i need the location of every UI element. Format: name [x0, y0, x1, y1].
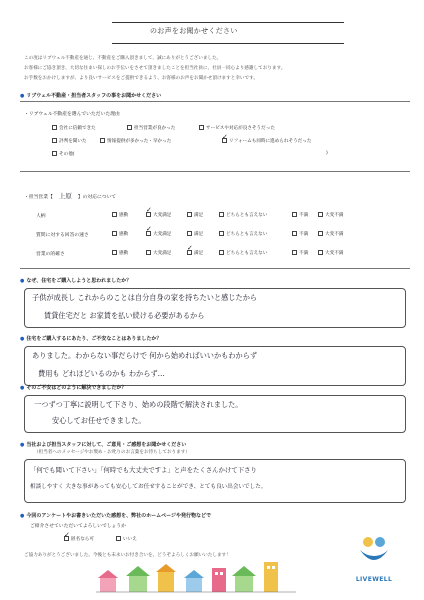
- rating-label: 不満: [299, 251, 309, 256]
- checkbox[interactable]: [52, 125, 57, 130]
- checkbox[interactable]: [100, 138, 105, 143]
- question-2: [20, 335, 161, 342]
- staff-label-prefix: 担当営業【: [28, 195, 53, 200]
- checkbox[interactable]: [116, 536, 121, 541]
- section-header: [20, 92, 161, 99]
- checkbox[interactable]: [52, 138, 57, 143]
- footer-note: ご協力ありがとうございました。今後とも末永いお付き合いを、どうぞよろしくお願いいたします！: [24, 553, 231, 558]
- rating-label: どちらとも言えない: [226, 251, 268, 256]
- rating-option[interactable]: [112, 250, 128, 256]
- question-5: [20, 512, 211, 519]
- rating-label: 不満: [299, 232, 309, 237]
- checkbox[interactable]: [187, 231, 192, 236]
- rating-option[interactable]: [219, 212, 267, 218]
- rating-label: 大変不満: [325, 213, 344, 218]
- question-label: 今回のアンケートやお書きいただいた感想を、弊社のホームページや発行物などで: [26, 513, 211, 519]
- rating-label: どちらとも言えない: [226, 232, 268, 237]
- question-label: 住宅をご購入するにあたり、ご不安なことはありましたか？: [26, 336, 162, 342]
- rating-option[interactable]: [219, 231, 267, 237]
- rating-label: 大変不満: [325, 232, 344, 237]
- checkbox[interactable]: [127, 125, 132, 130]
- logo-text: LIVEWELL: [355, 576, 393, 583]
- reason-option-2[interactable]: [127, 125, 175, 131]
- question-5-line-2: ご紹介させていただいてよろしいでしょうか: [30, 524, 126, 529]
- rating-option[interactable]: [292, 250, 308, 256]
- house-icon: [96, 558, 296, 594]
- answer-4-line-2: 相談しやすく 大きな事があっても安心してお任せすることができ、とても良い出会いでした。: [30, 484, 267, 490]
- answer-3-line-2: 安心してお任せできました。: [52, 416, 146, 425]
- option-label: サービスや対応が良さそうだった: [206, 126, 275, 131]
- answer-3-line-1: 一つずつ丁寧に説明して下さり、始めの段階で解決されました。: [34, 400, 243, 409]
- check-icon: ✓: [146, 225, 152, 233]
- answer-1-line-1: 子供が成長し これからのことは自分自身の家を持ちたいと感じたから: [32, 293, 258, 302]
- divider: [20, 101, 410, 102]
- consent-option-no[interactable]: [116, 536, 137, 542]
- option-label: 情報提供が多かった・早かった: [107, 139, 172, 144]
- rating-label: 満足: [194, 213, 204, 218]
- rating-label: 感動: [119, 232, 129, 237]
- question-3: [20, 384, 126, 391]
- check-icon: ✓: [222, 133, 228, 141]
- divider: [20, 268, 410, 269]
- check-icon: ✓: [64, 531, 70, 539]
- intro-line-2: お客様にご協き頂き、大切な住まい探しのお手伝いをさせて頂きましたことを担当社員に、社員一同心より感謝しております。: [24, 66, 286, 71]
- question-4: [20, 441, 186, 448]
- livewell-logo: [354, 534, 394, 586]
- checkbox[interactable]: [52, 151, 57, 156]
- rating-label: 大変満足: [153, 251, 172, 256]
- other-close-paren: ): [326, 151, 328, 156]
- staff-question: ・担当営業【 上原 】の対応について: [24, 192, 117, 200]
- question-label: そのご不安はどのように解決できましたか？: [26, 385, 127, 391]
- rating-option[interactable]: [292, 231, 308, 237]
- question-4-sub: （担当者へのメッセージやお褒め・お叱りのお言葉をお待ちしております）: [34, 450, 190, 455]
- question-label: なぜ、住宅をご購入しようと思われましたか？: [26, 278, 132, 284]
- answer-4-line-1: 「何でも聞いて下さい」「何時でも大丈夫ですよ」と声をたくさんかけて下さり: [30, 466, 257, 474]
- rating-label: 不満: [299, 213, 309, 218]
- rating-label: 感動: [119, 213, 129, 218]
- bullet-icon: ●: [20, 278, 25, 284]
- rating-label: 満足: [194, 232, 204, 237]
- option-label: 匿名なら可: [71, 537, 94, 542]
- intro-line-1: この度はリブウェル不動産を通じ、不動産をご購入頂きまして、誠にありがとうございました。: [24, 56, 222, 61]
- answer-2-line-1: ありました。わからない事だらけで 何から始めればいいかもわからず: [32, 351, 258, 360]
- section-title: リブウェル不動産・担当者スタッフの事をお聞かせください: [26, 93, 162, 99]
- option-label: その他(: [59, 152, 75, 157]
- rating-option[interactable]: [112, 231, 128, 237]
- rating-option[interactable]: [318, 250, 343, 256]
- checkbox[interactable]: [112, 212, 117, 217]
- checkbox[interactable]: [318, 212, 323, 217]
- rating-option[interactable]: [146, 250, 171, 256]
- checkbox[interactable]: [318, 250, 323, 255]
- reason-question: ・リブウェル不動産を選んでいただいた理由: [24, 112, 120, 117]
- checkbox[interactable]: [219, 212, 224, 217]
- bullet-icon: ●: [20, 93, 25, 99]
- rating-row-label: 質問に対する回答の速さ: [36, 233, 89, 238]
- rating-row-label: 営業の的確さ: [36, 252, 65, 257]
- reason-option-other[interactable]: [52, 151, 75, 157]
- rating-label: 感動: [119, 251, 129, 256]
- rating-label: どちらとも言えない: [226, 213, 268, 218]
- reason-option-1[interactable]: [52, 125, 96, 131]
- checkbox[interactable]: [292, 250, 297, 255]
- rating-option[interactable]: [318, 231, 343, 237]
- check-icon: ✓: [146, 206, 152, 214]
- checkbox[interactable]: [219, 231, 224, 236]
- rating-option[interactable]: [219, 250, 267, 256]
- reason-option-3[interactable]: [199, 125, 275, 131]
- checkbox[interactable]: [292, 212, 297, 217]
- rating-label: 大変不満: [325, 251, 344, 256]
- rating-row-label: 人柄: [36, 214, 46, 219]
- rating-label: 満足: [194, 251, 204, 256]
- reason-option-4[interactable]: [52, 138, 87, 144]
- bullet-icon: ●: [20, 442, 25, 448]
- checkbox[interactable]: [112, 231, 117, 236]
- question-1: [20, 277, 131, 284]
- checkbox[interactable]: [219, 250, 224, 255]
- rating-option[interactable]: [292, 212, 308, 218]
- option-label: 会社に信頼できた: [59, 126, 96, 131]
- answer-1-line-2: 賃貸住宅だと お家賃を払い続ける必要があるから: [44, 311, 205, 320]
- rating-label: 大変満足: [153, 232, 172, 237]
- page-title: のお声をお聞かせください: [150, 27, 238, 35]
- question-label: 当社および担当スタッフに対して、ご意見・ご感想をお聞かせください: [26, 442, 187, 448]
- staff-label-suffix: 】の対応について: [77, 195, 117, 200]
- option-label: いいえ: [123, 537, 137, 542]
- reason-label: リブウェル不動産を選んでいただいた理由: [28, 112, 120, 117]
- rating-option[interactable]: [187, 212, 203, 218]
- answer-2-line-2: 費用も どれほどいるのかも わからず…: [38, 369, 165, 378]
- logo-icon: [354, 534, 394, 570]
- bullet-icon: ●: [20, 385, 25, 391]
- option-label: リフォームも同時に進められそうだった: [229, 139, 312, 144]
- option-label: 評判を聞いた: [59, 139, 87, 144]
- rating-option[interactable]: [318, 212, 343, 218]
- divider: [20, 171, 410, 172]
- reason-option-5[interactable]: [100, 138, 171, 144]
- house-illustration: [96, 558, 296, 594]
- rating-option[interactable]: [112, 212, 128, 218]
- intro-line-3: お手数をおかけしますが、より良いサービスをご提供できるよう、お客様のお声をお聞かせ頂けますと幸いです。: [24, 76, 258, 81]
- checkbox[interactable]: [318, 231, 323, 236]
- staff-name: 上原: [58, 192, 72, 200]
- option-label: 担当営業が良かった: [134, 126, 176, 131]
- bullet-icon: ●: [20, 513, 25, 519]
- checkbox[interactable]: [187, 212, 192, 217]
- checkbox[interactable]: [112, 250, 117, 255]
- bullet-icon: ●: [20, 336, 25, 342]
- checkbox[interactable]: [292, 231, 297, 236]
- reason-option-6[interactable]: [222, 138, 311, 144]
- checkbox[interactable]: [199, 125, 204, 130]
- check-icon: ✓: [187, 244, 193, 252]
- rating-option[interactable]: [187, 231, 203, 237]
- checkbox[interactable]: [146, 250, 151, 255]
- rating-label: 大変満足: [153, 213, 172, 218]
